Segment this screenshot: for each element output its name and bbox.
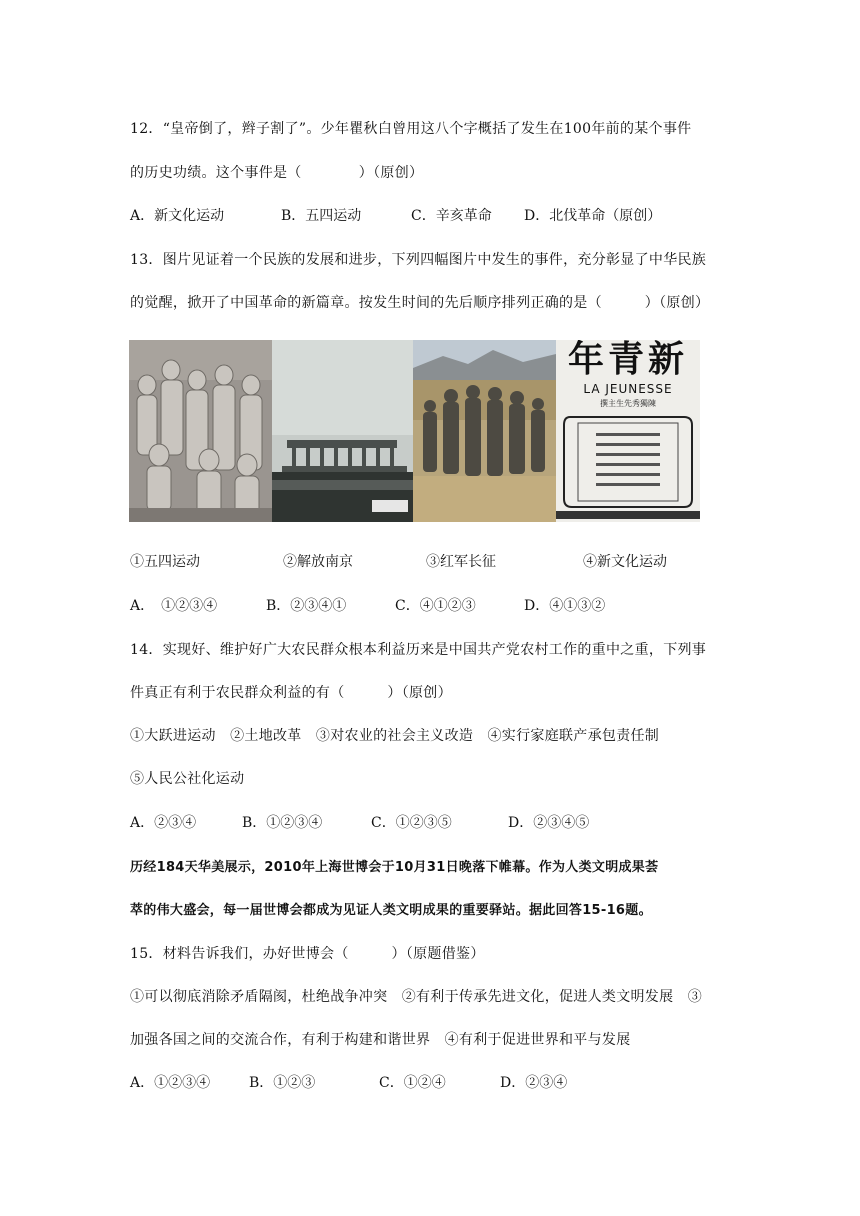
q15-statements-line1: ①可以彻底消除矛盾隔阂，杜绝战争冲突 ②有利于传承先进文化，促进人类文明发展 ③ bbox=[130, 989, 702, 1005]
q12-option-b: B．五四运动 bbox=[281, 208, 362, 224]
photo-nanjing-liberation bbox=[272, 340, 413, 522]
q14-option-d: D．②③④⑤ bbox=[508, 815, 590, 831]
q13-option-a: A． ①②③④ bbox=[130, 598, 218, 614]
q15-option-b: B．①②③ bbox=[249, 1075, 316, 1091]
q13-caption-1: ①五四运动 bbox=[130, 554, 200, 570]
photo-long-march bbox=[413, 340, 556, 522]
q14-statements-line2: ⑤人民公社化运动 bbox=[130, 771, 245, 787]
q13-caption-3: ③红军长征 bbox=[426, 554, 496, 570]
q12-option-c: C．辛亥革命 bbox=[411, 208, 492, 224]
cover-masthead: 年青新 bbox=[567, 340, 688, 380]
q13-option-c: C．④①②③ bbox=[395, 598, 476, 614]
q14-option-a: A．②③④ bbox=[130, 815, 197, 831]
q14-statements-line1: ①大跃进运动 ②土地改革 ③对农业的社会主义改造 ④实行家庭联产承包责任制 bbox=[130, 728, 660, 744]
q12-option-d: D．北伐革命（原创） bbox=[524, 208, 662, 224]
q15-stem-line1: 15．材料告诉我们，办好世博会（ ）（原题借鉴） bbox=[130, 946, 485, 962]
cover-ornament-frame bbox=[556, 409, 700, 519]
q12-stem-line2: 的历史功绩。这个事件是（ ）（原创） bbox=[130, 165, 424, 181]
q14-stem-line2: 件真正有利于农民群众利益的有（ ）（原创） bbox=[130, 685, 452, 701]
q13-stem-line1: 13．图片见证着一个民族的发展和进步，下列四幅图片中发生的事件，充分彰显了中华民族 bbox=[130, 252, 707, 268]
q14-option-c: C．①②③⑤ bbox=[371, 815, 452, 831]
q12-stem-line1: 12．“皇帝倒了，辫子割了”。少年瞿秋白曾用这八个字概括了发生在100年前的某个事件 bbox=[130, 121, 692, 137]
material-line1: 历经184天华美展示，2010年上海世博会于10月31日晚落下帷幕。作为人类文明成果荟 bbox=[130, 860, 659, 875]
material-line2: 萃的伟大盛会，每一届世博会都成为见证人类文明成果的重要驿站。据此回答15-16题。 bbox=[130, 903, 652, 918]
q13-stem-line2: 的觉醒，掀开了中国革命的新篇章。按发生时间的先后顺序排列正确的是（ ）（原创） bbox=[130, 295, 710, 311]
q15-statements-line2: 加强各国之间的交流合作，有利于构建和谐世界 ④有利于促进世界和平与发展 bbox=[130, 1032, 631, 1048]
cover-subtitle: LA JEUNESSE bbox=[583, 382, 673, 396]
photo-may-fourth-relief bbox=[129, 340, 272, 522]
q13-caption-2: ②解放南京 bbox=[283, 554, 353, 570]
q13-option-d: D．④①③② bbox=[524, 598, 606, 614]
q14-stem-line1: 14．实现好、维护好广大农民群众根本利益历来是中国共产党农村工作的重中之重，下列事 bbox=[130, 642, 707, 658]
q12-option-a: A．新文化运动 bbox=[130, 208, 225, 224]
cover-author-line: 撰主生先秀獨陳 bbox=[600, 399, 656, 408]
q15-option-a: A．①②③④ bbox=[130, 1075, 211, 1091]
photo-new-youth-cover bbox=[556, 340, 700, 522]
q14-option-b: B．①②③④ bbox=[242, 815, 323, 831]
q15-option-c: C．①②④ bbox=[379, 1075, 446, 1091]
q13-caption-4: ④新文化运动 bbox=[583, 554, 667, 570]
q15-option-d: D．②③④ bbox=[500, 1075, 568, 1091]
q13-option-b: B．②③④① bbox=[266, 598, 347, 614]
q13-photo-strip bbox=[129, 340, 700, 522]
